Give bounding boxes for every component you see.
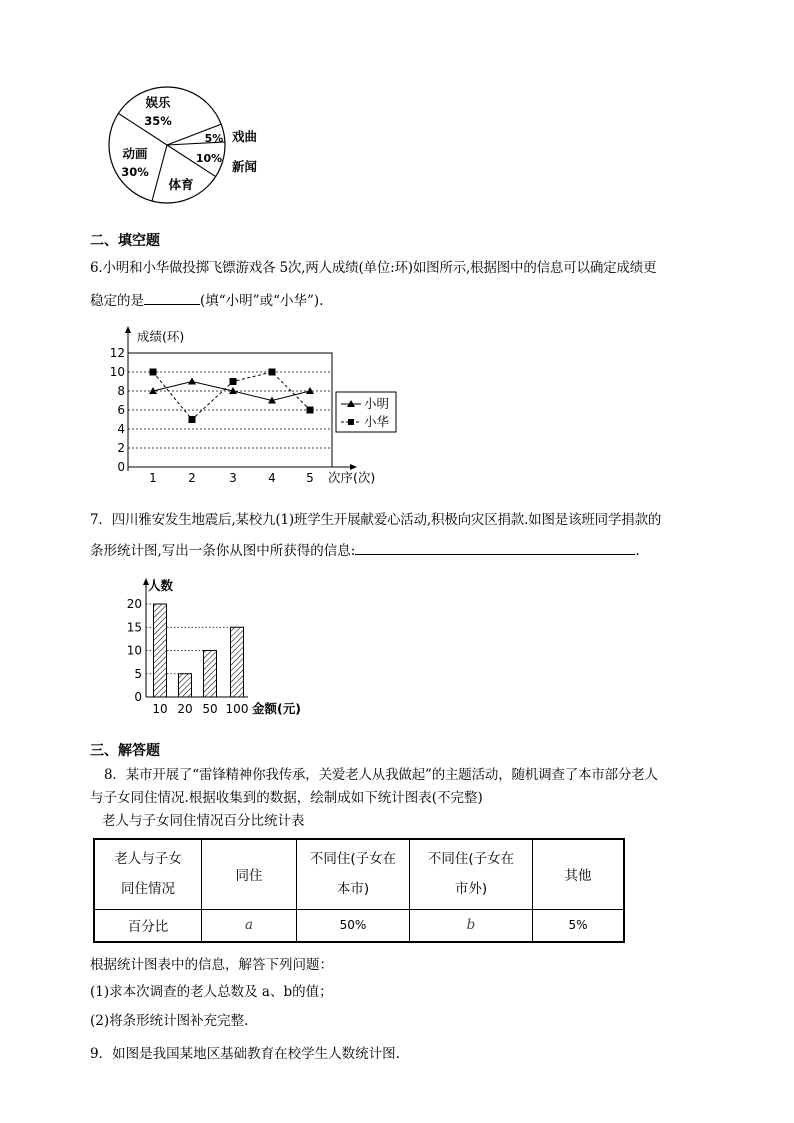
section-title-solve: 三、解答题 [90, 743, 160, 759]
line-chart-xlabel: 次序(次) [328, 470, 376, 485]
line-chart-series [149, 369, 314, 424]
table-header-not-together-local [297, 839, 410, 909]
header-line: 本市) [336, 881, 370, 898]
section-title-fill-blank: 二、填空题 [90, 233, 160, 249]
y-tick-label: 20 [126, 597, 142, 611]
bar-chart-ylabel: 人数 [148, 578, 174, 593]
y-tick-label: 12 [110, 346, 125, 360]
q6-line2-pre: 稳定的是 [90, 293, 144, 309]
legend-xiaohua: 小华 [364, 414, 390, 429]
table-header-situation [94, 839, 202, 909]
q6-line1: 6.小明和小华做投掷飞镖游戏各 5次,两人成绩(单位:环)如图所示,根据图中的信息可以确定成绩更 [90, 260, 657, 276]
data-point-xiaohua [307, 407, 314, 414]
table-row-label: 百分比 [94, 909, 202, 942]
q6-line-chart [110, 325, 410, 490]
line-chart-legend [336, 392, 396, 432]
q7-answer-blank[interactable] [355, 540, 635, 555]
y-tick-label: 2 [117, 441, 125, 455]
table-header-not-together-outside [410, 839, 533, 909]
legend-square-marker [348, 419, 354, 425]
bar-100 [231, 627, 244, 697]
data-point-xiaohua [150, 369, 157, 376]
x-tick-label: 20 [177, 702, 193, 716]
pie-label-xiqu: 戏曲 [232, 129, 258, 144]
bar-10 [154, 604, 167, 697]
q6-line2 [90, 290, 323, 310]
q8-line2: 与子女同住情况.根据收集到的数据，绘制成如下统计图表(不完整) [90, 790, 483, 806]
y-tick-label: 6 [117, 403, 125, 417]
table-header-other: 其他 [533, 839, 625, 909]
table-cell-a: a [202, 909, 297, 942]
pie-pct-xiqu: 5% [204, 132, 224, 145]
q6-answer-blank[interactable] [144, 290, 200, 305]
x-tick-label: 4 [268, 471, 276, 485]
header-line: 市外) [454, 881, 488, 898]
q7-line2 [90, 540, 640, 560]
x-tick-label: 10 [152, 702, 168, 716]
q7-line2-pre: 条形统计图,写出一条你从图中所获得的信息: [90, 543, 356, 559]
pie-label-donghua: 动画 [122, 146, 148, 161]
pie-pct-donghua: 30% [121, 165, 149, 179]
y-tick-label: 10 [110, 365, 125, 379]
y-tick-label: 10 [126, 643, 142, 658]
bar-chart-xlabel: 金额(元) [252, 701, 301, 716]
q8-table-title: 老人与子女同住情况百分比统计表 [102, 813, 305, 829]
q7-bar-chart [118, 574, 328, 719]
data-point-xiaohua [189, 416, 196, 423]
header-line: 老人与子女 [114, 851, 182, 868]
q8-sub1: (1)求本次调查的老人总数及 a、b的值； [90, 984, 333, 1000]
y-axis-arrow [125, 326, 131, 333]
pie-pct-yule: 35% [144, 114, 172, 128]
bar-50 [204, 651, 217, 698]
pie-pct-xinwen: 10% [195, 152, 223, 165]
y-tick-label: 15 [126, 620, 142, 635]
bar-20 [179, 674, 192, 697]
x-tick-label: 5 [306, 471, 314, 485]
line-chart-axes [110, 326, 357, 485]
table-cell-local: 50% [297, 909, 410, 942]
q8-line1: 8．某市开展了“雷锋精神你我传承，关爱老人从我做起”的主题活动，随机调查了本市部分老人 [104, 767, 658, 783]
x-tick-label: 100 [225, 702, 249, 716]
y-tick-label: 4 [117, 422, 125, 436]
table-header-live-together: 同住 [202, 839, 297, 909]
q6-line2-post: (填“小明”或“小华”). [200, 293, 324, 309]
x-tick-label: 2 [188, 471, 196, 485]
header-line: 不同住(子女在 [309, 851, 397, 868]
y-tick-label: 5 [134, 666, 142, 681]
table-cell-b: b [410, 909, 533, 942]
pie-chart [90, 75, 290, 215]
header-line: 同住情况 [121, 881, 175, 898]
q7-line2-post: . [635, 543, 640, 559]
line-chart-ylabel: 成绩(环) [137, 329, 185, 344]
data-point-xiaoming [188, 378, 196, 385]
pie-label-xinwen: 新闻 [232, 159, 258, 174]
line-chart-grid [128, 353, 332, 467]
y-tick-label: 8 [117, 384, 125, 398]
data-point-xiaoming [306, 387, 314, 394]
x-tick-label: 50 [202, 702, 218, 716]
pie-label-tiyu: 体育 [168, 177, 194, 192]
data-point-xiaohua [269, 369, 276, 376]
table-cell-other: 5% [533, 909, 625, 942]
q9-line1: 9．如图是我国某地区基础教育在校学生人数统计图. [90, 1046, 400, 1062]
legend-xiaoming: 小明 [364, 396, 390, 411]
pie-label-yule: 娱乐 [145, 95, 171, 110]
y-tick-label: 0 [134, 690, 142, 704]
q8-sub2: (2)将条形统计图补充完整. [90, 1013, 249, 1029]
y-tick-label: 0 [117, 460, 125, 474]
q7-line1: 7．四川雅安发生地震后,某校九(1)班学生开展献爱心活动,积极向灾区捐款.如图是该班同学捐款的 [90, 512, 662, 528]
q8-after-text: 根据统计图表中的信息，解答下列问题： [90, 957, 333, 973]
x-tick-label: 1 [149, 471, 157, 485]
q8-stat-table [93, 838, 625, 943]
header-line: 不同住(子女在 [427, 851, 515, 868]
x-tick-label: 3 [229, 471, 237, 485]
data-point-xiaohua [230, 378, 237, 385]
